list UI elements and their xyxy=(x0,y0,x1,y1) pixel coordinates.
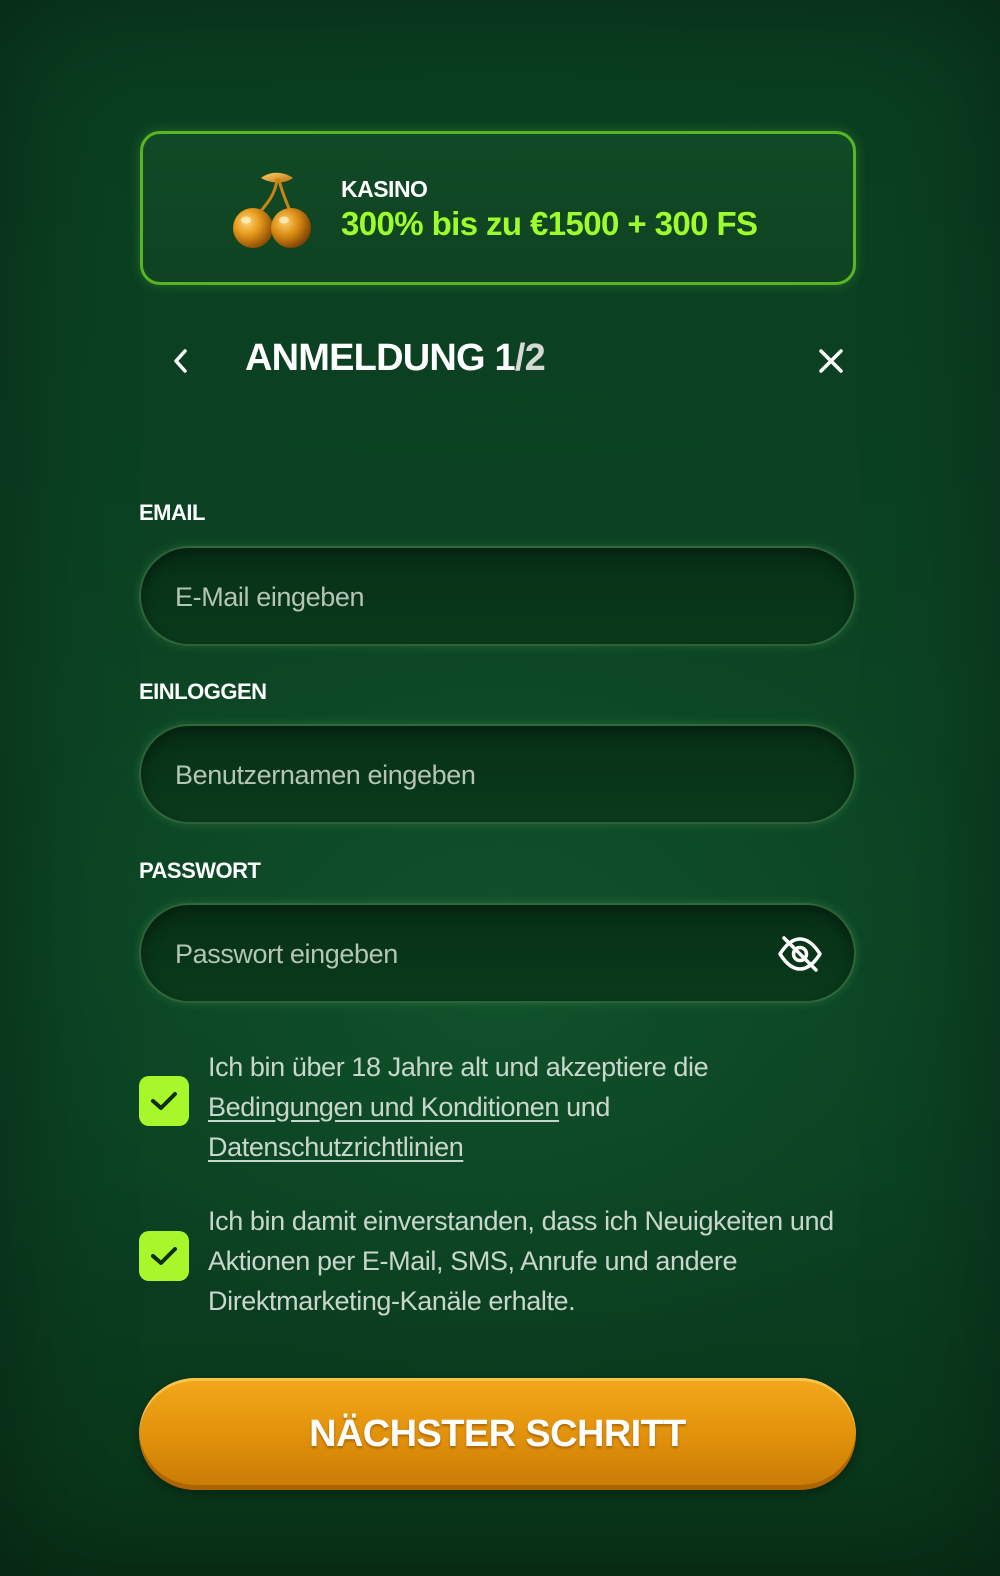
password-input[interactable] xyxy=(173,905,777,1003)
close-icon xyxy=(817,347,845,375)
consent-conjunction: und xyxy=(559,1092,610,1122)
chevron-left-icon xyxy=(170,346,190,376)
password-field[interactable] xyxy=(139,903,856,1003)
checkmark-icon xyxy=(150,1245,178,1267)
consent-age-text: Ich bin über 18 Jahre alt und akzeptiere die xyxy=(208,1052,709,1082)
next-step-button[interactable]: NÄCHSTER SCHRITT xyxy=(139,1378,856,1490)
page-title xyxy=(245,337,545,380)
eye-off-icon xyxy=(776,934,824,974)
email-field[interactable] xyxy=(139,546,856,646)
title-step: ANMELDUNG 1 xyxy=(245,337,515,379)
privacy-link[interactable]: Datenschutzrichtlinien xyxy=(208,1132,464,1162)
back-button[interactable] xyxy=(160,340,200,382)
cherries-icon xyxy=(231,170,317,250)
password-label: PASSWORT xyxy=(139,858,261,883)
email-label: EMAIL xyxy=(139,500,205,525)
consent-age-terms-checkbox[interactable] xyxy=(139,1076,189,1126)
password-visibility-toggle[interactable] xyxy=(776,932,824,976)
title-step-total: /2 xyxy=(514,337,545,379)
consent-marketing-text: Ich bin damit einverstanden, dass ich Neuigkeiten und Aktionen per E-Mail, SMS, Anrufe und andere Direktmarketing-Kanäle erhalte. xyxy=(208,1206,834,1316)
username-input[interactable] xyxy=(173,726,777,824)
email-input[interactable] xyxy=(173,548,777,646)
promo-banner[interactable] xyxy=(140,131,856,285)
username-field[interactable] xyxy=(139,724,856,824)
checkmark-icon xyxy=(150,1090,178,1112)
terms-link[interactable]: Bedingungen und Konditionen xyxy=(208,1092,560,1122)
promo-offer: 300% bis zu €1500 + 300 FS xyxy=(341,205,758,242)
consent-age-terms-text xyxy=(208,1047,848,1167)
consent-marketing-checkbox[interactable] xyxy=(139,1231,189,1281)
close-button[interactable] xyxy=(810,340,852,382)
username-label: EINLOGGEN xyxy=(139,679,267,704)
promo-kicker: KASINO xyxy=(341,176,428,202)
